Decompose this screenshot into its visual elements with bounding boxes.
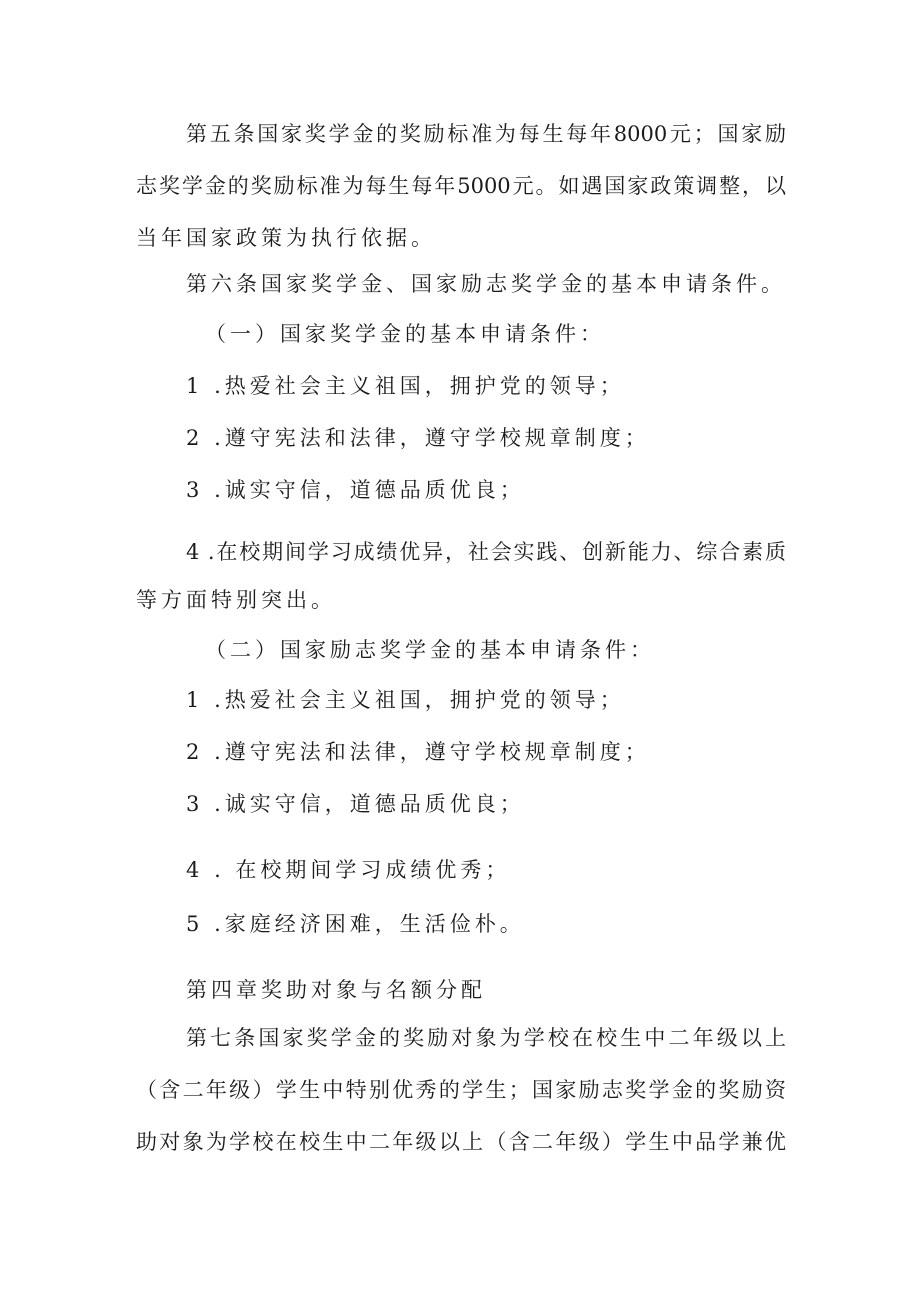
section2-heading: （二）国家励志奖学金的基本申请条件： [205, 638, 655, 662]
article7-line3: 助对象为学校在校生中二年级以上（含二年级）学生中品学兼优 [136, 1130, 786, 1154]
section2-item-5 [186, 914, 525, 935]
article7-line1: 第七条国家奖学金的奖励对象为学校在校生中二年级以上 [186, 1026, 786, 1050]
section2-item-4 [186, 860, 510, 881]
item-number: 1 [186, 374, 204, 398]
item-number: 3 [186, 792, 204, 816]
section1-heading: （一）国家奖学金的基本申请条件： [205, 322, 605, 346]
section1-item-1 [186, 376, 625, 397]
section2-item-1 [186, 690, 625, 711]
section2-item-3 [186, 794, 525, 815]
section2-item-2 [186, 742, 650, 763]
article7-line2: （含二年级）学生中特别优秀的学生；国家励志奖学金的奖励资 [136, 1078, 786, 1102]
item-number: 2 [186, 740, 204, 764]
item-number: 4 [186, 858, 204, 882]
item-number: 3 [186, 478, 204, 502]
item-text: .热爱社会主义祖国，拥护党的领导； [214, 374, 625, 398]
item-text: .遵守宪法和法律，遵守学校规章制度； [214, 740, 650, 764]
item-text: .遵守宪法和法律，遵守学校规章制度； [214, 426, 650, 450]
item-text: .在校期间学习成绩优异，社会实践、创新能力、综合素质 [207, 540, 786, 564]
section1-item-3 [186, 480, 525, 501]
item-text: .热爱社会主义祖国，拥护党的领导； [214, 688, 625, 712]
item-text: .家庭经济困难，生活俭朴。 [214, 912, 525, 936]
article5-line2: 志奖学金的奖励标准为每生每年5000元。如遇国家政策调整，以 [136, 174, 786, 198]
article5-line1: 第五条国家奖学金的奖励标准为每生每年8000元；国家励 [186, 122, 786, 146]
chapter4-title: 第四章奖助对象与名额分配 [186, 978, 486, 1002]
item-number: 5 [186, 912, 204, 936]
article5-line3: 当年国家政策为执行依据。 [136, 226, 436, 250]
item-number: 1 [186, 688, 204, 712]
section1-item-4 [186, 542, 786, 563]
item-text: .诚实守信，道德品质优良； [214, 792, 525, 816]
item-text: .诚实守信，道德品质优良； [214, 478, 525, 502]
section1-item-4-continuation: 等方面特别突出。 [136, 588, 336, 612]
item-number: 2 [186, 426, 204, 450]
section1-item-2 [186, 428, 650, 449]
item-text: . 在校期间学习成绩优秀； [214, 858, 511, 882]
item-number: 4 [186, 540, 200, 564]
article6-intro: 第六条国家奖学金、国家励志奖学金的基本申请条件。 [186, 272, 786, 296]
